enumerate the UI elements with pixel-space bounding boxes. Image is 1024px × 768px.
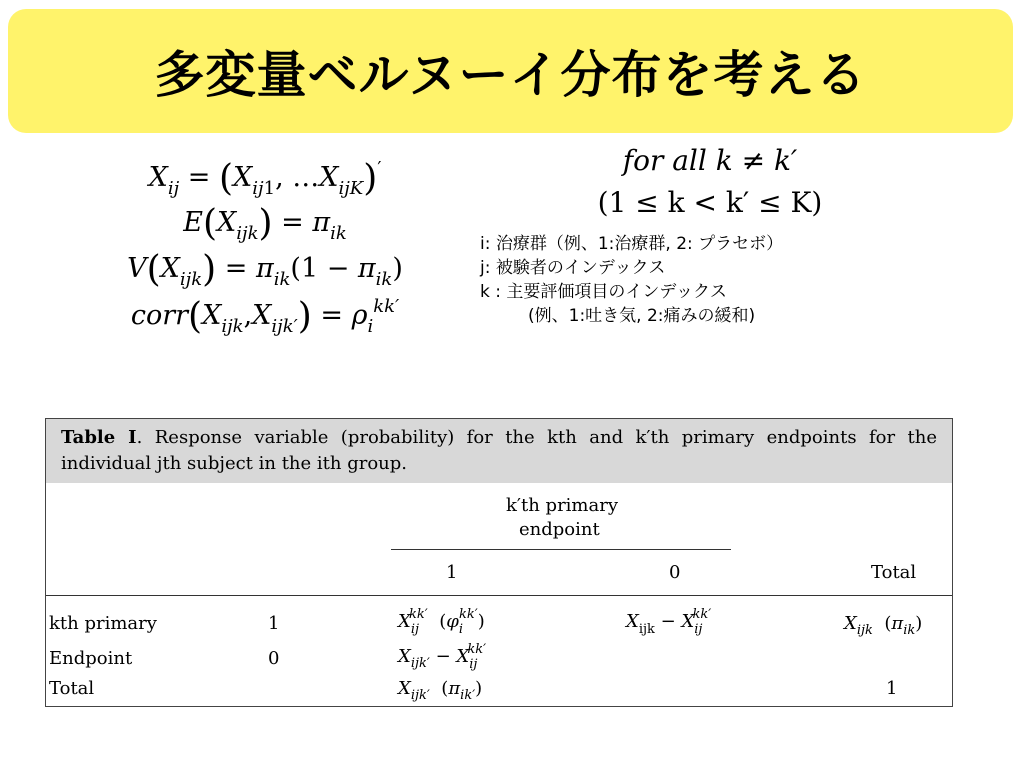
row1-value: 1 — [268, 613, 280, 634]
note-k-example: (例、1:吐き気, 2:痛みの緩和) — [528, 306, 756, 326]
col-header-line2: endpoint — [519, 519, 600, 540]
cell-10: $X_{ijk} - X_{ij}^{kk'}$ — [626, 607, 712, 637]
col-label-total: Total — [871, 562, 917, 583]
note-j: j: 被験者のインデックス — [480, 258, 666, 278]
note-i: i: 治療群（例、1:治療群, 2: プラセボ） — [480, 234, 784, 254]
row1-label: kth primary — [49, 613, 157, 634]
equation-vector: $X_{ij} = (X_{ij1}$, $\dots X_{ijK})'$ — [148, 158, 382, 199]
col-label-1: 1 — [446, 562, 458, 583]
equations-block — [55, 160, 475, 344]
cell-total-1: $X_{ijk'}$ $(\pi_{ik'})$ — [398, 678, 483, 703]
page-title: 多変量ベルヌーイ分布を考える — [154, 46, 867, 104]
condition-block — [560, 140, 860, 224]
cell-11: $X_{ij}^{kk'}$ $(\varphi_i^{kk'})$ — [398, 607, 485, 637]
equation-expectation: $E(X_{ijk}) = \pi_{ik}$ — [183, 203, 347, 244]
row3-label: Total — [49, 678, 95, 699]
row2-label: Endpoint — [49, 648, 133, 669]
col-header-line1: k′th primary — [506, 495, 618, 516]
condition-line-1: for all k ≠ k′ — [622, 144, 798, 177]
cell-01: $X_{ijk'} - X_{ij}^{kk'}$ — [398, 642, 487, 672]
equation-correlation: $corr(X_{ijk},X_{ijk'}) = \rho_i^{kk'}$ — [130, 296, 400, 337]
row2-value: 0 — [268, 648, 280, 669]
grand-total: 1 — [886, 678, 898, 699]
header-rule — [391, 549, 731, 550]
index-notes — [480, 232, 783, 328]
caption-text: . Response variable (probability) for the kth and k′th primary endpoints for the individual jth subject in the ith group. — [61, 427, 937, 474]
condition-line-2: (1 ≤ k < k′ ≤ K) — [597, 186, 823, 219]
note-k: k : 主要評価項目のインデックス — [480, 282, 727, 302]
title-banner — [8, 9, 1013, 133]
body-rule — [46, 595, 952, 596]
response-table — [45, 418, 953, 707]
cell-1-total: $X_{ijk}$ $(\pi_{ik})$ — [844, 613, 923, 638]
col-label-0: 0 — [669, 562, 681, 583]
caption-label: Table I — [61, 427, 137, 448]
equation-variance: $V(X_{ijk}) = \pi_{ik}(1 - \pi_{ik})$ — [127, 249, 403, 290]
table-caption — [46, 419, 952, 483]
